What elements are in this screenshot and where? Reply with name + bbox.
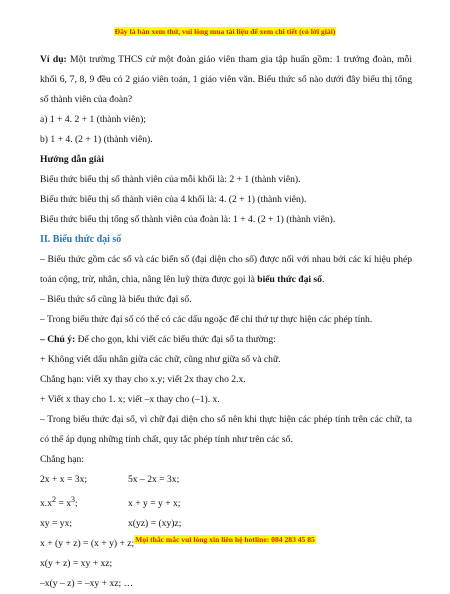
equation-3a: xy = yx; <box>40 518 73 530</box>
equation-4: x + (y + z) = (x + y) + z; <box>40 538 135 550</box>
preview-notice-text: Đây là bản xem thử, vui lòng mua tài liệu để xem chi tiết (có lời giải) <box>114 27 336 36</box>
example-paragraph <box>40 50 412 110</box>
definition-paragraph <box>40 250 412 290</box>
equation-row-3 <box>40 514 412 534</box>
equation-2a-base: x.x <box>40 498 52 510</box>
example-text: Một trường THCS cử một đoàn giáo viên tham gia tập huấn gồm: 1 trưởng đoàn, mỗi khối 6, 7, 8, 9 đều có 2 giáo viên toán, 1 giáo viên văn. Biểu thức số nào dưới đây biểu thị tổng số thành viên của đoàn? <box>40 54 412 105</box>
note-rule-2: + Viết x thay cho 1. x; viết –x thay cho (–1). x. <box>40 394 220 405</box>
document-body <box>40 50 412 594</box>
equation-6: –x(y – z) = –xy + xz; … <box>40 578 134 590</box>
operations-paragraph: – Trong biểu thức đại số, vì chữ đại diện cho số nên khi thực hiện các phép tính trên các chữ, ta có thể áp dụng những tính chất, quy tắc phép tính như trên các số. <box>40 414 412 445</box>
hotline-banner <box>0 534 450 545</box>
note-label: – Chú ý: <box>40 334 76 345</box>
equation-2a <box>40 490 128 514</box>
definition-term: biểu thức đại số <box>257 274 322 285</box>
definition-end: . <box>321 274 325 285</box>
equation-row-1 <box>40 470 412 490</box>
guide-line-1: Biểu thức biểu thị số thành viên của mỗi khối là: 2 + 1 (thành viên). <box>40 174 301 185</box>
equation-2a-exponent: 2 <box>52 495 56 504</box>
definition-text: – Biểu thức gồm các số và các biến số (đại diện cho số) được nối với nhau bởi các kí hiệu phép toán cộng, trừ, nhân, chia, nâng lên luỹ thừa được gọi là <box>40 254 412 285</box>
hotline-text: Mọi thắc mắc vui lòng xin liên hệ hotline: 084 283 45 85 <box>135 535 315 544</box>
example-label: Ví dụ: <box>40 54 67 65</box>
equation-1a: 2x + x = 3x; <box>40 474 88 485</box>
equation-3b: x(yz) = (xy)z; <box>128 518 182 530</box>
guide-line-3: Biểu thức biểu thị tổng số thành viên của đoàn là: 1 + 4. (2 + 1) (thành viên). <box>40 214 336 225</box>
note-text: Để cho gọn, khi viết các biểu thức đại số ta thường: <box>75 334 276 345</box>
equation-2b: x + y = y + x; <box>128 498 181 510</box>
note-paragraph <box>40 330 412 350</box>
option-b: b) 1 + 4. (2 + 1) (thành viên). <box>40 134 153 145</box>
guide-line-2: Biểu thức biểu thị số thành viên của 4 khối là: 4. (2 + 1) (thành viên). <box>40 194 307 205</box>
note-rule-1-example: Chẳng hạn: viết xy thay cho x.y; viết 2x thay cho 2.x. <box>40 374 246 385</box>
equation-5: x(y + z) = xy + xz; <box>40 558 113 570</box>
option-a: a) 1 + 4. 2 + 1 (thành viên); <box>40 114 146 125</box>
equation-2a-end: ; <box>75 498 78 510</box>
examples-label: Chẳng hạn: <box>40 454 84 465</box>
equation-2a-exponent-2: 3 <box>71 495 76 504</box>
equation-1b: 5x – 2x = 3x; <box>128 474 180 485</box>
numeric-expression-note: – Biểu thức số cũng là biểu thức đại số. <box>40 294 192 305</box>
preview-notice-banner <box>0 26 450 37</box>
guide-title: Hướng dẫn giải <box>40 154 104 165</box>
equation-row-2 <box>40 490 412 514</box>
parentheses-note: – Trong biểu thức đại số có thể có các dấu ngoặc để chỉ thứ tự thực hiện các phép tính. <box>40 314 373 325</box>
note-rule-1: + Không viết dấu nhân giữa các chữ, cũng như giữa số và chữ. <box>40 354 281 365</box>
equation-2a-mid: = x <box>56 498 72 510</box>
section-heading: II. Biểu thức đại số <box>40 234 122 245</box>
